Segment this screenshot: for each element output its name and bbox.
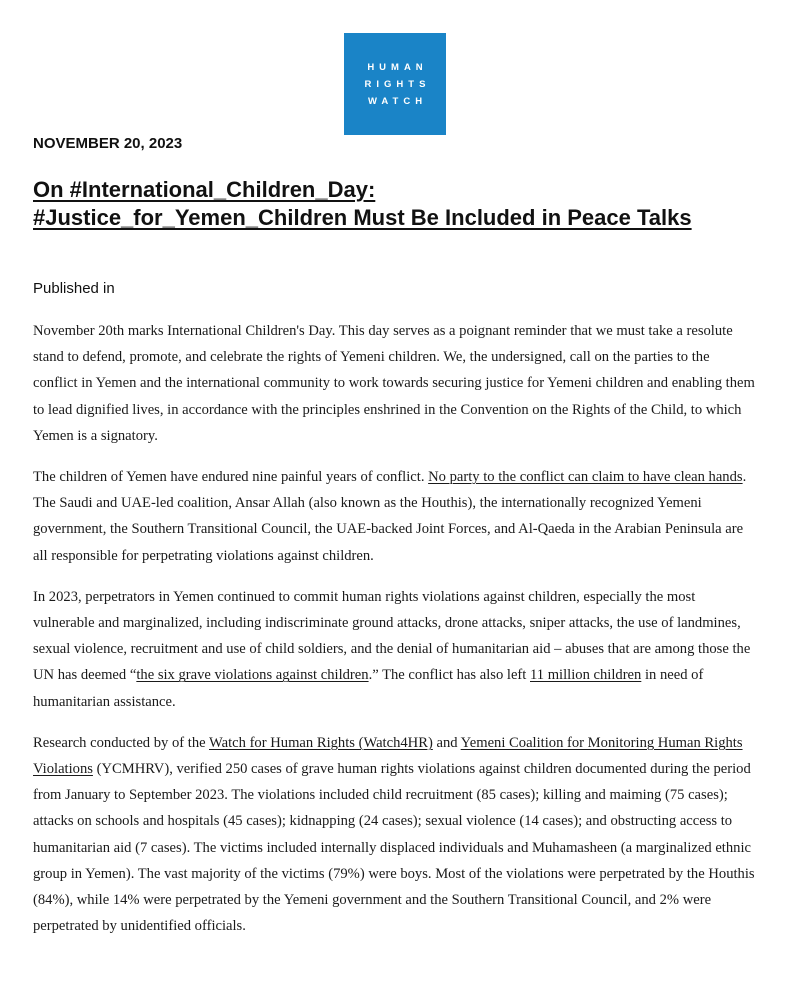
- p4-text-b: and: [432, 734, 461, 751]
- paragraph-3: [33, 584, 757, 715]
- watch4hr-link[interactable]: Watch for Human Rights (Watch4HR): [209, 734, 433, 751]
- hrw-logo[interactable]: [344, 33, 446, 135]
- paragraph-1: November 20th marks International Children's Day. This day serves as a poignant reminder that we must take a resolute stand to defend, promote, and celebrate the rights of Yemeni children. We, the undersigned, call on the parties to the conflict in Yemen and the international community to work towards securing justice for Yemeni children and enabling them to lead dignified lives, in accordance with the principles enshrined in the Convention on the Rights of the Child, to which Yemen is a signatory.: [33, 323, 755, 444]
- p4-text-c: (YCMHRV), verified 250 cases of grave human rights violations against children documented during the period from January to September 2023. The violations included child recruitment (85 cases); killing and maiming (75 cases); attacks on schools and hospitals (45 cases); kidnapping (24 cases); sexual violence (14 cases); and obstructing access to humanitarian aid (7 cases). The victims included internally displaced individuals and Muhamasheen (a marginalized ethnic group in Yemen). The vast majority of the victims (79%) were boys. Most of the violations were perpetrated by the Houthis (84%), while 14% were perpetrated by the Yemeni government and the Southern Transitional Council, and 2% were perpetrated by unidentified officials.: [33, 761, 755, 935]
- p3-text-a: In 2023, perpetrators in Yemen continued to commit human rights violations against children, especially the most vulnerable and marginalized, including indiscriminate ground attacks, drone attacks, sniper attacks, the use of landmines, sexual violence, recruitment and use of child soldiers, and the denial of humanitarian aid – abuses that are among those the UN has deemed “: [33, 588, 751, 684]
- eleven-million-children-link[interactable]: 11 million children: [530, 667, 642, 684]
- ycmhrv-link[interactable]: Yemeni Coalition for Monitoring Human Rights Violations: [33, 734, 743, 778]
- no-party-clean-hands-link[interactable]: No party to the conflict can claim to have clean hands: [428, 469, 743, 486]
- article-title[interactable]: [33, 176, 753, 232]
- published-in-label: Published in: [33, 280, 115, 297]
- title-line-2: #Justice_for_Yemen_Children Must Be Included in Peace Talks: [33, 205, 692, 230]
- p3-text-b: .” The conflict has also left: [368, 667, 530, 684]
- title-line-1: On #International_Children_Day:: [33, 177, 376, 202]
- paragraph-2: [33, 464, 757, 569]
- article-date: NOVEMBER 20, 2023: [33, 135, 183, 152]
- p4-text-a: Research conducted by of the: [33, 734, 210, 751]
- p3-text-c: in need of humanitarian assistance.: [33, 667, 704, 710]
- p2-text-b: . The Saudi and UAE-led coalition, Ansar Allah (also known as the Houthis), the internationally recognized Yemeni government, the Southern Transitional Council, the UAE-backed Joint Forces, and Al-Qaeda in the Arabian Peninsula are all responsible for perpetrating violations against children.: [33, 469, 747, 564]
- logo-line-human: HUMAN: [367, 61, 428, 73]
- logo-line-watch: WATCH: [367, 95, 428, 107]
- article-body: [33, 318, 757, 954]
- paragraph-4: [33, 730, 757, 940]
- logo-line-rights: RIGHTS: [364, 78, 431, 90]
- p2-text-a: The children of Yemen have endured nine painful years of conflict.: [33, 469, 429, 486]
- six-grave-violations-link[interactable]: the six grave violations against children: [136, 667, 369, 684]
